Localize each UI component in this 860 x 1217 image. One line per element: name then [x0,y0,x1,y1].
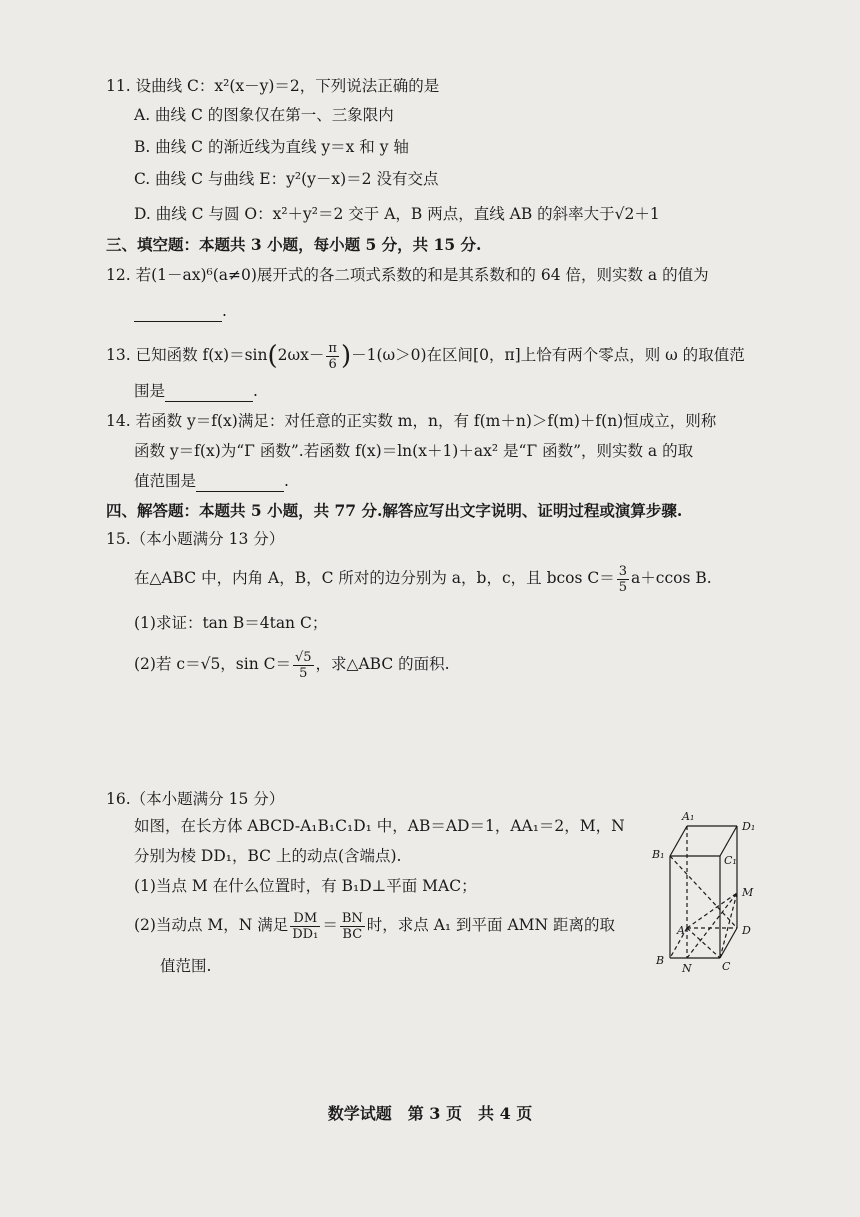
q16-part2-b: 时，求点 A₁ 到平面 AMN 距离的取 [366,916,616,934]
q14-line1: 14. 若函数 y＝f(x)满足：对任意的正实数 m，n，有 f(m＋n)＞f(m)＋f(n)恒成立，则称 [106,412,717,430]
q13-six: 6 [328,356,337,372]
q15-p2-num: √5 [294,649,312,665]
q16-line1: 如图，在长方体 ABCD-A₁B₁C₁D₁ 中，AB＝AD＝1，AA₁＝2，M，N [134,817,625,835]
edge-c-d [720,928,737,958]
q16-part2 [134,906,615,944]
q16-f1-den: DD₁ [292,926,319,942]
edge-a1-b1 [670,826,687,856]
q15-header: 15.（本小题满分 13 分） [106,530,285,548]
q16-part1: (1)当点 M 在什么位置时，有 B₁D⊥平面 MAC； [134,877,477,895]
label-b: B [656,954,665,967]
q13-prefix: 围是 [134,382,166,400]
segment-a-c [687,928,720,958]
q15-part1: (1)求证：tan B＝4tan C； [134,614,328,632]
label-a: A [677,924,685,937]
q11-option-b: B. 曲线 C 的渐近线为直线 y＝x 和 y 轴 [134,138,409,156]
q15-part2-a: (2)若 c＝√5，sin C＝ [134,655,291,673]
q16-part2-continued: 值范围. [160,957,212,975]
q13-tail: . [253,382,258,400]
q13-line1 [106,335,745,375]
q12-answer-blank [134,307,222,322]
q16-fraction-dm [290,911,320,942]
q13-right-paren: ) [340,341,352,371]
q13-inner: 2ωx－ [277,346,325,364]
q15-fraction [617,564,629,595]
q12-tail: . [222,302,227,320]
section-3-heading: 三、填空题：本题共 3 小题，每小题 5 分，共 15 分. [106,235,482,254]
q16-f2-num: BN [341,910,363,926]
q15-stem-part2: a＋ccos B. [631,569,712,587]
label-d1: D₁ [742,820,756,833]
q14-line3 [134,470,289,492]
label-c1: C₁ [724,854,737,867]
q13-pi-fraction [326,341,339,372]
q16-f1-num: DM [290,911,320,927]
label-c: C [722,960,731,973]
q12-line2 [134,300,227,322]
label-m: M [742,886,754,899]
q14-tail: . [284,472,289,490]
q13-part1: 13. 已知函数 f(x)＝sin [106,346,268,364]
cuboid-figure [640,808,770,978]
q11-option-c: C. 曲线 C 与曲线 E：y²(y－x)＝2 没有交点 [134,170,439,188]
q15-part2 [134,645,450,683]
q15-stem [134,560,712,596]
q11-option-a: A. 曲线 C 的图象仅在第一、三象限内 [134,106,394,124]
edge-d1-c1 [720,826,737,856]
q16-f2-den: BC [342,926,363,942]
q16-line2: 分别为棱 DD₁，BC 上的动点(含端点). [134,847,402,865]
q15-p2-den: 5 [299,665,308,681]
q13-answer-blank [165,387,253,402]
q13-line2 [134,380,258,402]
label-n: N [682,962,692,975]
q13-part2: －1(ω＞0)在区间[0，π]上恰有两个零点，则 ω 的取值范 [351,346,745,364]
section-4-heading: 四、解答题：本题共 5 小题，共 77 分.解答应写出文字说明、证明过程或演算步骤. [106,501,683,520]
q13-left-paren: ( [267,341,278,371]
label-b1: B₁ [652,848,665,861]
q15-part2-fraction [293,650,314,681]
q13-pi: π [328,340,337,356]
q15-stem-part1: 在△ABC 中，内角 A，B，C 所对的边分别为 a，b，c，且 bcos C＝ [134,569,615,587]
q14-prefix: 值范围是 [134,472,197,490]
segment-n-m [687,893,737,958]
q11-stem: 11. 设曲线 C：x²(x－y)＝2，下列说法正确的是 [106,77,440,95]
q15-part2-b: ，求△ABC 的面积. [315,655,450,673]
q16-header: 16.（本小题满分 15 分） [106,790,285,808]
label-d: D [742,924,751,937]
q11-option-d: D. 曲线 C 与圆 O：x²＋y²＝2 交于 A，B 两点，直线 AB 的斜率大于√2＋1 [134,205,660,223]
q16-equals: ＝ [322,916,338,934]
q14-line2: 函数 y＝f(x)为“Γ 函数”.若函数 f(x)＝ln(x＋1)＋ax² 是“Γ 函数”，则实数 a 的取 [134,442,694,460]
q15-frac-num: 3 [618,563,628,579]
label-a1: A₁ [682,810,695,823]
q16-part2-a: (2)当动点 M，N 满足 [134,916,289,934]
q15-frac-den: 5 [618,579,628,595]
q16-fraction-bn [340,911,365,942]
q12-line1: 12. 若(1－ax)⁶(a≠0)展开式的各二项式系数的和是其系数和的 64 倍，则实数 a 的值为 [106,266,709,284]
page-footer: 数学试题 第 3 页 共 4 页 [327,1104,533,1123]
q14-answer-blank [196,477,284,492]
